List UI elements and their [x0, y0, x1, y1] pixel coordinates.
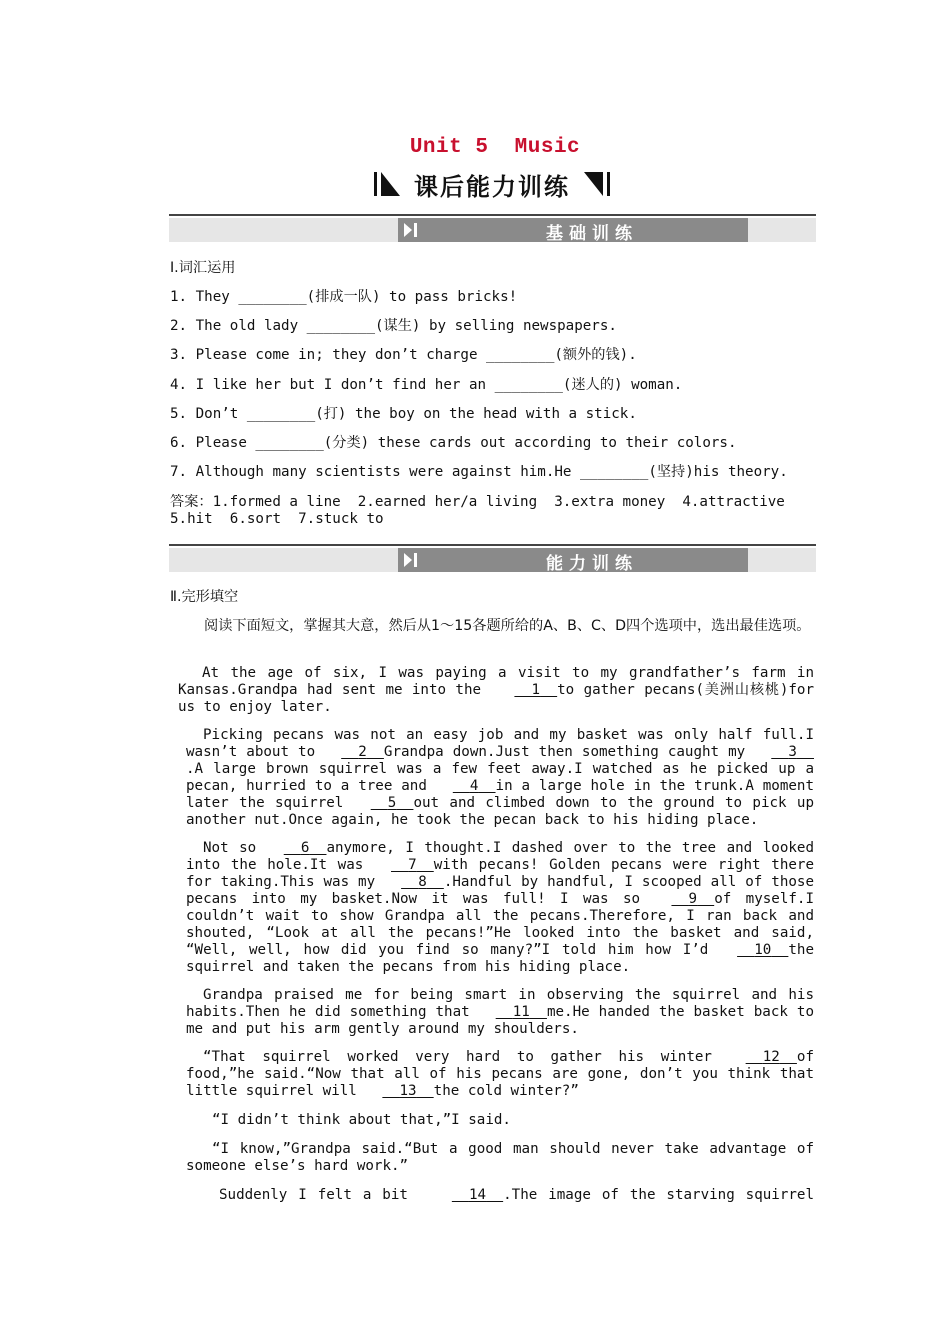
- exercise-item: 4. I like her but I don’t find her an ________(迷人的) woman.: [170, 377, 683, 393]
- band-label: 基础训练: [546, 224, 638, 244]
- passage-paragraph: Picking pecans was not an easy job and my basket was only half full.I wasn’t about to 2 Grandpa down.Just then something caught my 3 .A large brown squirrel was a few feet away.I watched as he picked up a pecan, hurried to a tree and 4 in a large hole in the trunk.A moment later the squirrel 5 out and climbed down to the ground to pick up another nut.Once again, he took the pecan back to his hiding place.: [186, 727, 815, 828]
- exercise-item: 7. Although many scientists were against him.He ________(坚持)his theory.: [170, 464, 788, 480]
- instructions: 阅读下面短文，掌握其大意，然后从1～15各题所给的A、B、C、D四个选项中，选出最佳选项。: [204, 618, 811, 634]
- section-band-basic: [169, 214, 816, 242]
- section-heading: Ⅰ.词汇运用: [170, 260, 236, 276]
- unit-title: Unit 5 Music: [409, 136, 581, 159]
- right-bracket-icon: [582, 170, 612, 198]
- passage-paragraph: At the age of six, I was paying a visit to my grandfather’s farm in Kansas.Grandpa had sent me into the 1 to gather pecans(美洲山核桃)for us to enjoy later.: [178, 665, 814, 715]
- passage-paragraph: “That squirrel worked very hard to gather his winter 12 of food,”he said.“Now that all of his pecans are gone, don’t you think that little squirrel will 13 the cold winter?”: [186, 1049, 814, 1099]
- section-subtitle: [372, 167, 612, 201]
- section-heading: Ⅱ.完形填空: [170, 589, 239, 605]
- exercise-item: 5. Don’t ________(打) the boy on the head with a stick.: [170, 406, 637, 422]
- passage-paragraph: Suddenly I felt a bit 14 .The image of the starving squirrel: [219, 1187, 814, 1203]
- exercise-item: 2. The old lady ________(谋生) by selling newspapers.: [170, 318, 617, 334]
- passage-paragraph: “I didn’t think about that,”I said.: [212, 1112, 511, 1128]
- passage-paragraph: Grandpa praised me for being smart in observing the squirrel and his habits.Then he did something that 11 me.He handed the basket back to me and put his arm gently around my shoulders.: [186, 987, 814, 1037]
- section-band-ability: [169, 544, 816, 572]
- exercise-item: 1. They ________(排成一队) to pass bricks!: [170, 289, 518, 305]
- exercise-item: 6. Please ________(分类) these cards out according to their colors.: [170, 435, 737, 451]
- answer-key: 答案：1.formed a line 2.earned her/a living 3.extra money 4.attractive: [170, 494, 785, 510]
- exercise-item: 3. Please come in; they don’t charge ________(额外的钱).: [170, 347, 637, 363]
- subtitle-text: 课后能力训练: [414, 172, 570, 201]
- answer-key: 5.hit 6.sort 7.stuck to: [170, 511, 384, 527]
- passage-paragraph: “I know,”Grandpa said.“But a good man should never take advantage of someone else’s hard work.”: [186, 1141, 814, 1174]
- band-label: 能力训练: [546, 554, 638, 574]
- left-bracket-icon: [372, 170, 402, 198]
- passage-paragraph: Not so 6 anymore, I thought.I dashed over to the tree and looked into the hole.It was 7 with pecans! Golden pecans were right there for taking.This was my 8 .Handful by handful, I scooped all of those pecans into my basket.Now it was full! I was so 9 of myself.I couldn’t wait to show Grandpa all the pecans.Therefore, I ran back and shouted, “Look at all the pecans!”He looked into the basket and said, “Well, well, how did you find so many?”I told him how I’d 10 the squirrel and taken the pecans from his hiding place.: [186, 840, 814, 975]
